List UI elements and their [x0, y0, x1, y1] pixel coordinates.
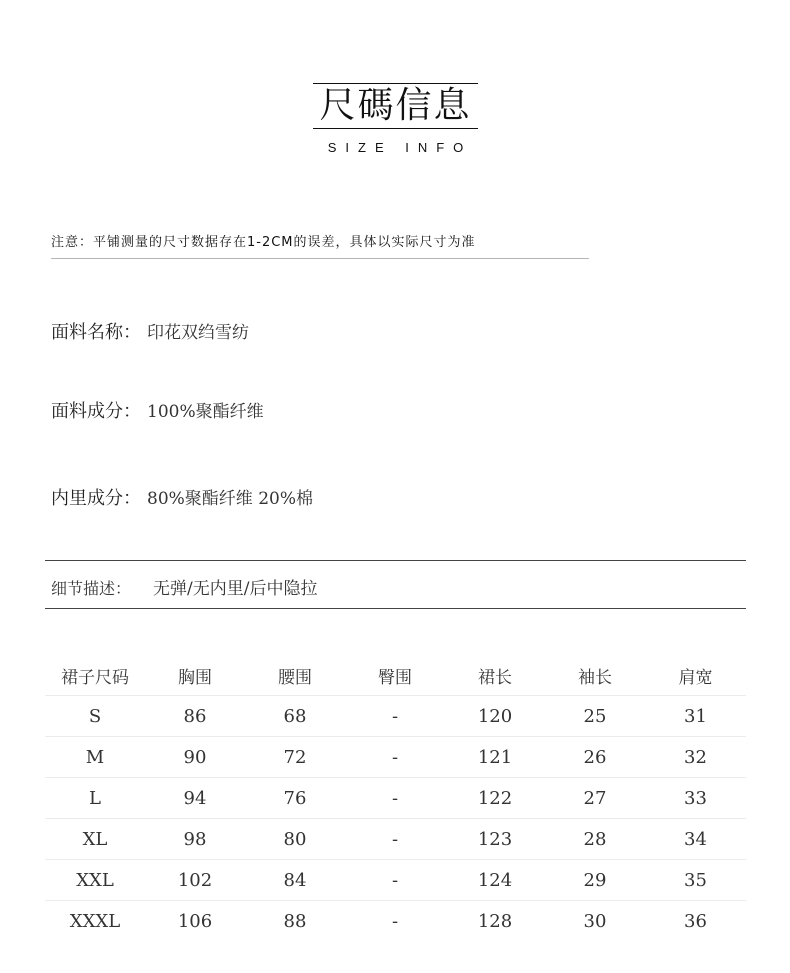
- cell-size: M: [45, 737, 145, 778]
- cell-waist: 84: [245, 860, 345, 901]
- table-row: [45, 778, 746, 819]
- cell-sleeve: 28: [545, 819, 645, 860]
- page-subtitle: SIZE INFO: [327, 140, 473, 155]
- detail-label: 细节描述：: [51, 579, 132, 598]
- header-shoulder: 肩宽: [645, 656, 746, 696]
- cell-size: XXXL: [69, 910, 121, 932]
- title-bottom-rule: [313, 128, 478, 129]
- cell-shoulder: 33: [645, 778, 746, 819]
- fabric-composition-row: [51, 397, 264, 423]
- table-row: [45, 901, 746, 942]
- detail-top-divider: [45, 560, 746, 561]
- cell-hip: -: [391, 910, 399, 932]
- table-row: [45, 737, 746, 778]
- title-block: [313, 83, 478, 129]
- lining-composition-row: [51, 484, 313, 510]
- header-length: 裙长: [445, 656, 545, 696]
- cell-sleeve: 26: [545, 737, 645, 778]
- fabric-composition-label: 面料成分：: [51, 401, 141, 422]
- cell-sleeve: 30: [583, 910, 607, 932]
- cell-bust: 102: [145, 860, 245, 901]
- header-hip: 臀围: [345, 656, 445, 696]
- cell-hip: -: [345, 778, 445, 819]
- detail-bottom-divider: [45, 608, 746, 609]
- page-title: 尺碼信息: [319, 85, 472, 126]
- fabric-name-label: 面料名称：: [51, 322, 141, 343]
- cell-size: XXL: [45, 860, 145, 901]
- header-bust: 胸围: [145, 656, 245, 696]
- cell-length: 120: [445, 696, 545, 737]
- cell-length: 122: [445, 778, 545, 819]
- cell-shoulder: 32: [645, 737, 746, 778]
- cell-length: 124: [445, 860, 545, 901]
- lining-composition-value: 80%聚酯纤维 20%棉: [147, 489, 313, 509]
- cell-shoulder: 31: [645, 696, 746, 737]
- cell-waist: 80: [245, 819, 345, 860]
- cell-shoulder: 34: [645, 819, 746, 860]
- size-table: [45, 656, 746, 941]
- cell-hip: -: [345, 860, 445, 901]
- cell-bust: 86: [145, 696, 245, 737]
- cell-waist: 72: [245, 737, 345, 778]
- cell-waist: 88: [283, 910, 307, 932]
- cell-size: L: [45, 778, 145, 819]
- fabric-name-row: [51, 318, 249, 344]
- fabric-name-value: 印花双绉雪纺: [147, 323, 249, 343]
- cell-length: 121: [445, 737, 545, 778]
- cell-sleeve: 25: [545, 696, 645, 737]
- header-size: 裙子尺码: [45, 656, 145, 696]
- header-waist: 腰围: [245, 656, 345, 696]
- cell-sleeve: 27: [545, 778, 645, 819]
- cell-length: 123: [445, 819, 545, 860]
- fabric-composition-value: 100%聚酯纤维: [147, 402, 264, 422]
- table-row: [45, 819, 746, 860]
- detail-value: 无弹/无内里/后中隐拉: [153, 579, 318, 599]
- cell-sleeve: 29: [545, 860, 645, 901]
- size-table-header: [45, 656, 746, 696]
- table-row: [45, 860, 746, 901]
- cell-waist: 68: [245, 696, 345, 737]
- cell-bust: 94: [145, 778, 245, 819]
- cell-hip: -: [345, 819, 445, 860]
- cell-size: S: [45, 696, 145, 737]
- cell-shoulder: 36: [684, 910, 707, 932]
- cell-bust: 90: [145, 737, 245, 778]
- measurement-note: 注意：平铺测量的尺寸数据存在1-2CM的误差，具体以实际尺寸为准: [51, 235, 476, 250]
- note-divider: [51, 258, 589, 259]
- detail-row: [51, 574, 317, 599]
- cell-waist: 76: [245, 778, 345, 819]
- cell-length: 128: [477, 910, 513, 932]
- table-row: [45, 696, 746, 737]
- cell-hip: -: [345, 737, 445, 778]
- cell-size: XL: [45, 819, 145, 860]
- cell-hip: -: [345, 696, 445, 737]
- lining-composition-label: 内里成分：: [51, 488, 141, 509]
- header-sleeve: 袖长: [545, 656, 645, 696]
- cell-shoulder: 35: [645, 860, 746, 901]
- cell-bust: 98: [145, 819, 245, 860]
- cell-bust: 106: [177, 910, 213, 932]
